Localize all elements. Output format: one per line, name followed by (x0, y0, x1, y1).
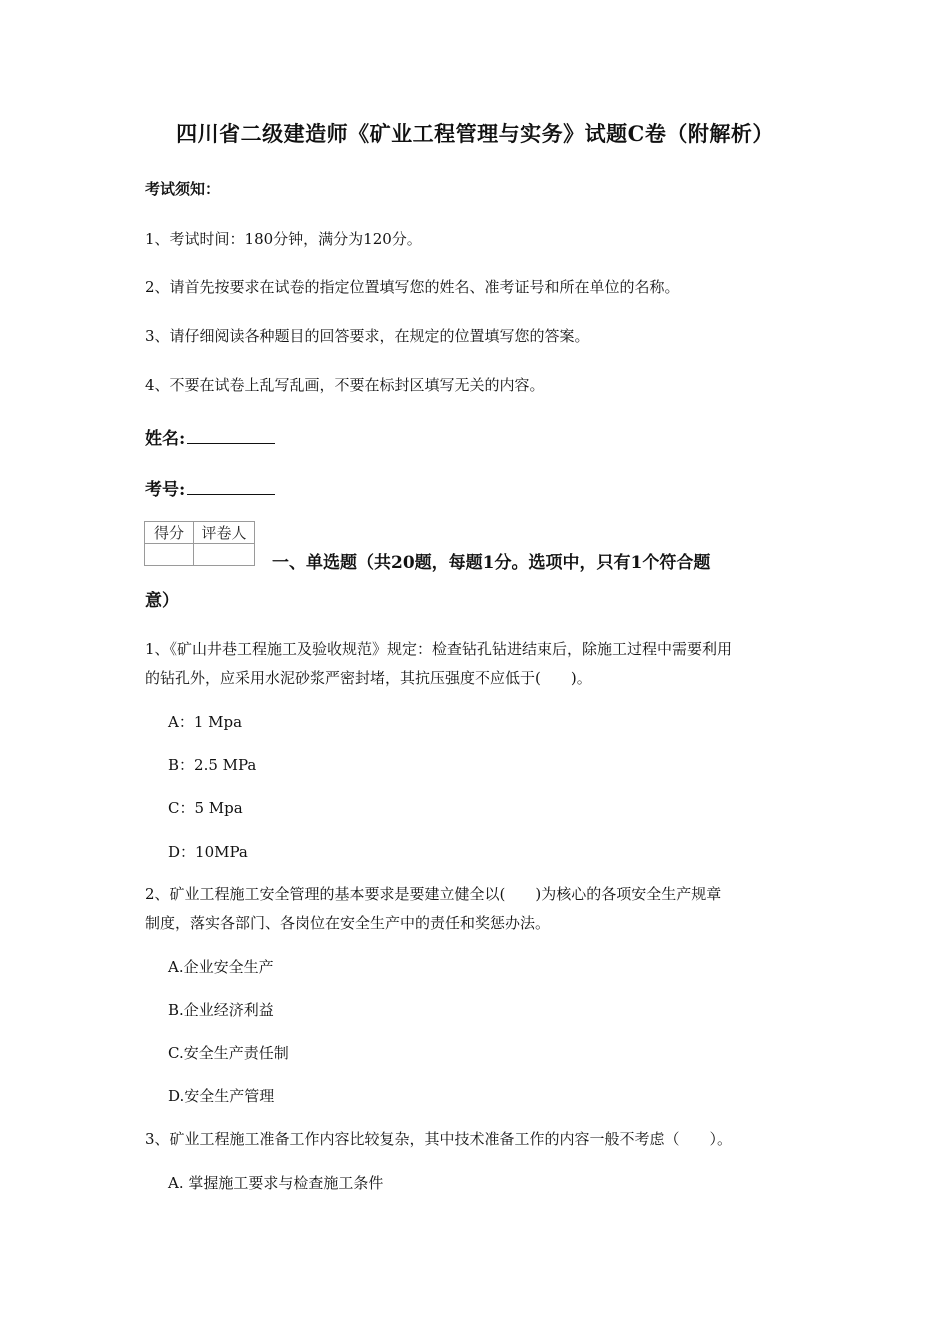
name-field[interactable] (145, 424, 275, 449)
score-cell[interactable] (145, 544, 194, 566)
notice-heading: 考试须知： (145, 180, 221, 198)
notice-item-3: 3、请仔细阅读各种题目的回答要求，在规定的位置填写您的答案。 (145, 327, 590, 345)
question-2-option-c: C.安全生产责任制 (168, 1044, 289, 1062)
question-1-line-2: 的钻孔外，应采用水泥砂浆严密封堵，其抗压强度不应低于( )。 (145, 669, 592, 687)
question-2-option-b: B.企业经济利益 (168, 1001, 274, 1019)
section-heading-cont: 意） (145, 591, 179, 611)
question-2-option-d: D.安全生产管理 (168, 1087, 275, 1105)
question-2-line-2: 制度，落实各部门、各岗位在安全生产中的责任和奖惩办法。 (145, 914, 551, 932)
id-blank[interactable] (187, 480, 275, 495)
question-3-option-a: A. 掌握施工要求与检查施工条件 (168, 1174, 384, 1192)
name-blank[interactable] (187, 429, 275, 444)
section-heading: 一、单选题（共20题，每题1分。选项中，只有1个符合题 (272, 553, 711, 573)
notice-item-1: 1、考试时间：180分钟，满分为120分。 (145, 230, 422, 248)
id-label: 考号: (145, 480, 186, 500)
question-1-option-b: B：2.5 MPa (168, 756, 257, 774)
question-1-option-c: C：5 Mpa (168, 799, 243, 817)
page-title: 四川省二级建造师《矿业工程管理与实务》试题C卷（附解析） (176, 121, 774, 146)
question-1-line-1: 1、《矿山井巷工程施工及验收规范》规定：检查钻孔钻进结束后，除施工过程中需要利用 (145, 640, 733, 658)
id-field[interactable] (145, 475, 275, 500)
question-2-line-1: 2、矿业工程施工安全管理的基本要求是要建立健全以( )为核心的各项安全生产规章 (145, 885, 722, 903)
grader-cell[interactable] (194, 544, 255, 566)
score-table (144, 521, 255, 566)
name-label: 姓名: (145, 429, 186, 449)
question-3-line-1: 3、矿业工程施工准备工作内容比较复杂，其中技术准备工作的内容一般不考虑（ ）。 (145, 1130, 733, 1148)
question-1-option-d: D：10MPa (168, 843, 248, 861)
question-1-option-a: A：1 Mpa (168, 713, 243, 731)
question-2-option-a: A.企业安全生产 (168, 958, 274, 976)
notice-item-4: 4、不要在试卷上乱写乱画，不要在标封区填写无关的内容。 (145, 376, 545, 394)
grader-header: 评卷人 (194, 522, 255, 544)
score-header: 得分 (145, 522, 194, 544)
notice-item-2: 2、请首先按要求在试卷的指定位置填写您的姓名、准考证号和所在单位的名称。 (145, 278, 680, 296)
